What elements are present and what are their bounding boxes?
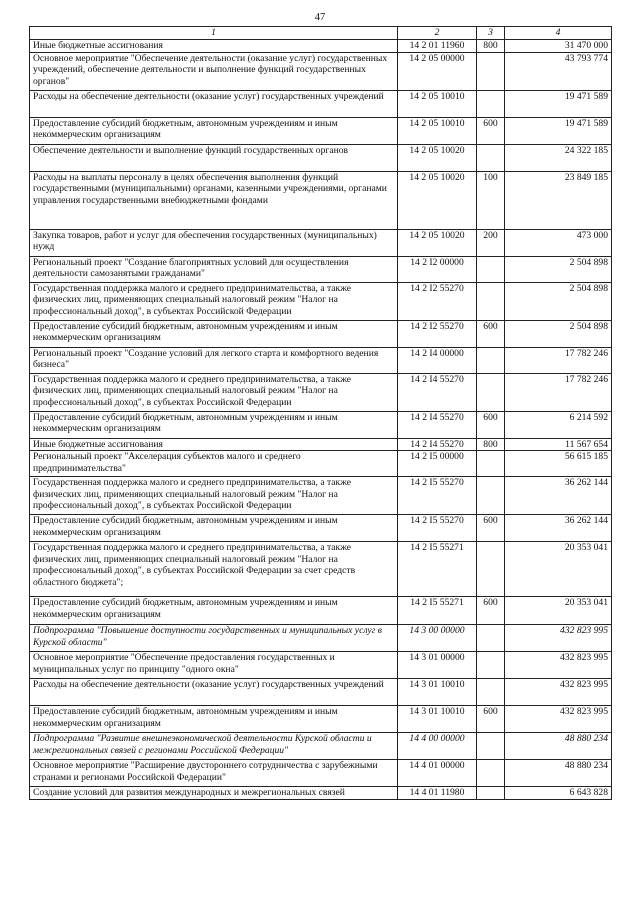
- row-code: 14 2 05 10020: [398, 144, 477, 171]
- table-row: [30, 90, 612, 117]
- row-name: Предоставление субсидий бюджетным, автономным учреждениям и иным некоммерческим организациям: [30, 117, 398, 144]
- row-name: Предоставление субсидий бюджетным, автономным учреждениям и иным некоммерческим организациям: [30, 411, 398, 438]
- row-amount: 432 823 995: [505, 679, 612, 706]
- row-type: 600: [477, 515, 505, 542]
- row-amount: 36 262 144: [505, 515, 612, 542]
- row-code: 14 2 I4 55270: [398, 438, 477, 451]
- row-type: 600: [477, 117, 505, 144]
- row-amount: 6 214 592: [505, 411, 612, 438]
- row-name: Обеспечение деятельности и выполнение функций государственных органов: [30, 144, 398, 171]
- table-row: [30, 52, 612, 90]
- row-type: [477, 451, 505, 477]
- row-amount: 17 782 246: [505, 373, 612, 411]
- row-type: 600: [477, 597, 505, 625]
- table-row: [30, 40, 612, 53]
- row-amount: 432 823 995: [505, 706, 612, 733]
- row-amount: 20 353 041: [505, 597, 612, 625]
- row-amount: 36 262 144: [505, 477, 612, 515]
- page-number: 47: [314, 12, 326, 23]
- row-name: Создание условий для развития международных и межрегиональных связей: [30, 787, 398, 800]
- row-code: 14 4 01 11980: [398, 787, 477, 800]
- row-name: Государственная поддержка малого и среднего предпринимательства, а также физических лиц, применяющих специальный налоговый режим "Налог на профессиональный доход", в субъектах Российской Федерации: [30, 373, 398, 411]
- table-row: [30, 117, 612, 144]
- row-type: [477, 282, 505, 320]
- row-code: 14 2 05 10010: [398, 117, 477, 144]
- row-amount: 20 353 041: [505, 542, 612, 597]
- table-row: [30, 706, 612, 733]
- row-code: 14 2 I4 55270: [398, 411, 477, 438]
- row-name: Подпрограмма "Повышение доступности государственных и муниципальных услуг в Курской области": [30, 625, 398, 652]
- table-row: [30, 760, 612, 787]
- row-type: 600: [477, 320, 505, 347]
- row-code: 14 2 05 10020: [398, 171, 477, 229]
- row-code: 14 2 I5 55271: [398, 542, 477, 597]
- row-type: 100: [477, 171, 505, 229]
- row-name: Расходы на обеспечение деятельности (оказание услуг) государственных учреждений: [30, 679, 398, 706]
- row-name: Государственная поддержка малого и среднего предпринимательства, а также физических лиц, применяющих специальный налоговый режим "Налог на профессиональный доход", в субъектах Российской Федерации: [30, 282, 398, 320]
- row-code: 14 2 I2 55270: [398, 282, 477, 320]
- table-row: [30, 652, 612, 679]
- table-row: [30, 256, 612, 282]
- row-name: Предоставление субсидий бюджетным, автономным учреждениям и иным некоммерческим организациям: [30, 597, 398, 625]
- row-amount: 17 782 246: [505, 347, 612, 373]
- row-amount: 19 471 589: [505, 90, 612, 117]
- table-row: [30, 229, 612, 256]
- row-amount: 19 471 589: [505, 117, 612, 144]
- row-type: [477, 144, 505, 171]
- row-type: 600: [477, 706, 505, 733]
- header-col-3: 3: [477, 27, 505, 40]
- table-row: [30, 320, 612, 347]
- row-code: 14 2 I5 55270: [398, 477, 477, 515]
- budget-table: [29, 26, 612, 800]
- row-amount: 432 823 995: [505, 652, 612, 679]
- row-name: Подпрограмма "Развитие внешнеэкономической деятельности Курской области и межрегиональных связей с регионами Российской Федерации": [30, 733, 398, 760]
- row-code: 14 3 00 00000: [398, 625, 477, 652]
- row-amount: 24 322 185: [505, 144, 612, 171]
- row-code: 14 2 05 00000: [398, 52, 477, 90]
- row-type: [477, 652, 505, 679]
- row-code: 14 4 00 00000: [398, 733, 477, 760]
- header-col-4: 4: [505, 27, 612, 40]
- row-amount: 31 470 000: [505, 40, 612, 53]
- row-type: [477, 347, 505, 373]
- row-name: Государственная поддержка малого и среднего предпринимательства, а также физических лиц, применяющих специальный налоговый режим "Налог на профессиональный доход", в субъектах Российской Федерации: [30, 477, 398, 515]
- table-row: [30, 282, 612, 320]
- row-code: 14 2 I4 00000: [398, 347, 477, 373]
- row-amount: 2 504 898: [505, 282, 612, 320]
- row-type: 200: [477, 229, 505, 256]
- row-amount: 6 643 828: [505, 787, 612, 800]
- row-name: Основное мероприятие "Расширение двустороннего сотрудничества с зарубежными странами и регионами Российской Федерации": [30, 760, 398, 787]
- row-name: Предоставление субсидий бюджетным, автономным учреждениям и иным некоммерческим организациям: [30, 706, 398, 733]
- row-type: [477, 542, 505, 597]
- row-type: 800: [477, 438, 505, 451]
- table-row: [30, 625, 612, 652]
- table-row: [30, 787, 612, 800]
- table-row: [30, 144, 612, 171]
- row-code: 14 2 I5 55271: [398, 597, 477, 625]
- row-code: 14 3 01 00000: [398, 652, 477, 679]
- row-amount: 2 504 898: [505, 320, 612, 347]
- row-amount: 43 793 774: [505, 52, 612, 90]
- row-amount: 23 849 185: [505, 171, 612, 229]
- row-amount: 48 880 234: [505, 760, 612, 787]
- row-type: 600: [477, 411, 505, 438]
- row-type: [477, 373, 505, 411]
- table-header-row: [30, 27, 612, 40]
- row-name: Региональный проект "Создание благоприятных условий для осуществления деятельности самозанятыми гражданами": [30, 256, 398, 282]
- row-name: Государственная поддержка малого и среднего предпринимательства, а также физических лиц, применяющих специальный налоговый режим "Налог на профессиональный доход", в субъектах Российской Федерации за счет средств областного бюджета";: [30, 542, 398, 597]
- row-name: Расходы на выплаты персоналу в целях обеспечения выполнения функций государственными (муниципальными) органами, казенными учреждениями, органами управления государственными внебюджетными фондами: [30, 171, 398, 229]
- row-name: Иные бюджетные ассигнования: [30, 438, 398, 451]
- table-body: [30, 40, 612, 800]
- row-name: Региональный проект "Создание условий для легкого старта и комфортного ведения бизнеса": [30, 347, 398, 373]
- table-row: [30, 373, 612, 411]
- row-code: 14 3 01 10010: [398, 679, 477, 706]
- row-type: [477, 787, 505, 800]
- table-row: [30, 347, 612, 373]
- row-code: 14 2 I2 00000: [398, 256, 477, 282]
- row-name: Основное мероприятие "Обеспечение предоставления государственных и муниципальных услуг по принципу "одного окна": [30, 652, 398, 679]
- row-code: 14 2 01 11960: [398, 40, 477, 53]
- table-row: [30, 679, 612, 706]
- table-row: [30, 733, 612, 760]
- row-name: Региональный проект "Акселерация субъектов малого и среднего предпринимательства": [30, 451, 398, 477]
- row-name: Предоставление субсидий бюджетным, автономным учреждениям и иным некоммерческим организациям: [30, 515, 398, 542]
- row-amount: 473 000: [505, 229, 612, 256]
- row-type: [477, 256, 505, 282]
- row-amount: 2 504 898: [505, 256, 612, 282]
- row-amount: 56 615 185: [505, 451, 612, 477]
- row-type: [477, 625, 505, 652]
- row-type: [477, 477, 505, 515]
- table-row: [30, 171, 612, 229]
- row-name: Расходы на обеспечение деятельности (оказание услуг) государственных учреждений: [30, 90, 398, 117]
- row-code: 14 4 01 00000: [398, 760, 477, 787]
- row-type: [477, 733, 505, 760]
- row-amount: 432 823 995: [505, 625, 612, 652]
- row-code: 14 2 05 10010: [398, 90, 477, 117]
- table-row: [30, 451, 612, 477]
- row-name: Предоставление субсидий бюджетным, автономным учреждениям и иным некоммерческим организациям: [30, 320, 398, 347]
- row-type: [477, 679, 505, 706]
- table-row: [30, 542, 612, 597]
- row-name: Основное мероприятие "Обеспечение деятельности (оказание услуг) государственных учреждений, обеспечение деятельности и выполнение функций государственных органов": [30, 52, 398, 90]
- table-row: [30, 597, 612, 625]
- header-col-1: 1: [30, 27, 398, 40]
- header-col-2: 2: [398, 27, 477, 40]
- row-type: [477, 90, 505, 117]
- row-code: 14 3 01 10010: [398, 706, 477, 733]
- row-type: 800: [477, 40, 505, 53]
- row-code: 14 2 I4 55270: [398, 373, 477, 411]
- row-name: Иные бюджетные ассигнования: [30, 40, 398, 53]
- table-row: [30, 515, 612, 542]
- row-code: 14 2 I5 55270: [398, 515, 477, 542]
- row-type: [477, 760, 505, 787]
- row-amount: 11 567 654: [505, 438, 612, 451]
- table-row: [30, 411, 612, 438]
- row-code: 14 2 I5 00000: [398, 451, 477, 477]
- row-type: [477, 52, 505, 90]
- table-row: [30, 477, 612, 515]
- table-row: [30, 438, 612, 451]
- row-name: Закупка товаров, работ и услуг для обеспечения государственных (муниципальных) нужд: [30, 229, 398, 256]
- row-code: 14 2 I2 55270: [398, 320, 477, 347]
- row-code: 14 2 05 10020: [398, 229, 477, 256]
- row-amount: 48 880 234: [505, 733, 612, 760]
